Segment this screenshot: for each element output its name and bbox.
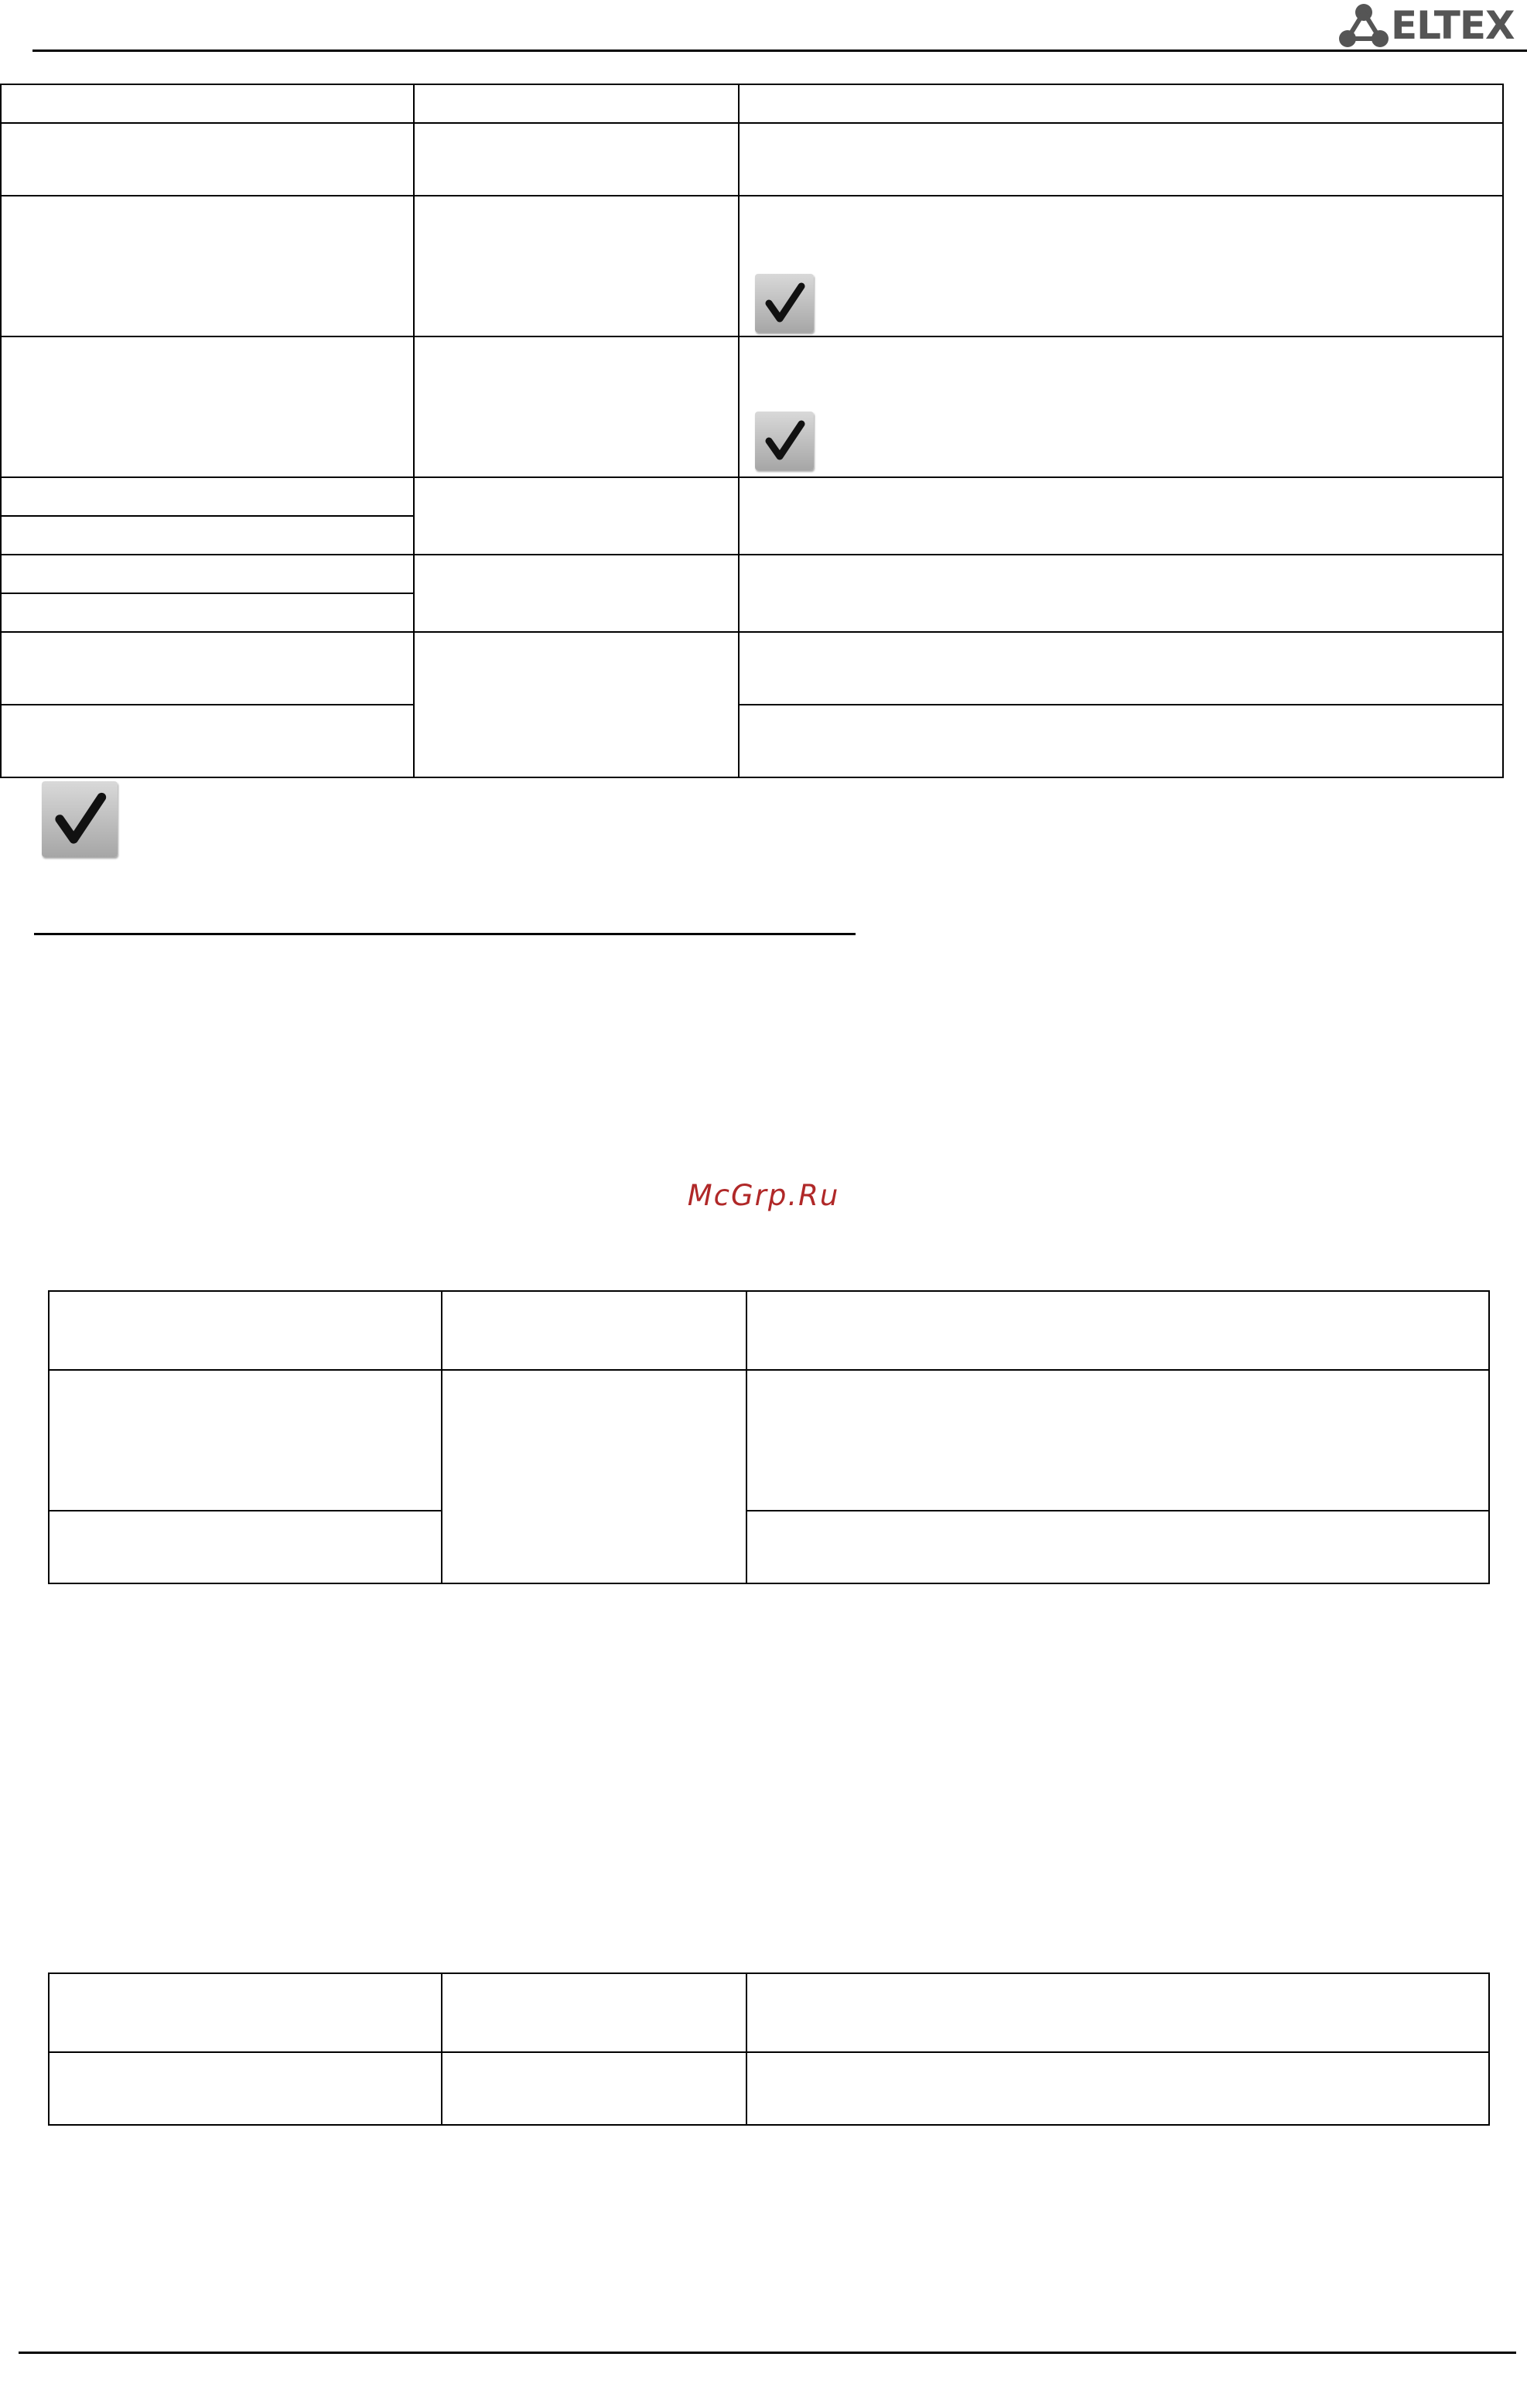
table-row — [738, 554, 1504, 633]
footer-rule — [19, 2352, 1516, 2354]
table-row — [738, 336, 1504, 478]
table-1-header-cell — [413, 84, 740, 124]
table-row — [0, 631, 415, 705]
table-row — [0, 554, 415, 594]
table-row — [0, 195, 415, 337]
table-row — [0, 515, 415, 555]
checkmark-note-icon — [755, 274, 814, 333]
table-row — [0, 593, 415, 633]
table-row — [746, 1510, 1490, 1584]
table-row — [746, 2051, 1490, 2126]
eltex-logo-icon — [1337, 2, 1391, 50]
watermark: McGrp.Ru — [687, 1179, 840, 1212]
table-1-header-cell — [0, 84, 415, 124]
table-2-header-cell — [746, 1290, 1490, 1371]
table-row — [48, 1510, 442, 1584]
table-row — [48, 1369, 442, 1511]
table-row — [413, 476, 740, 555]
table-2-header-cell — [441, 1290, 747, 1371]
table-1-header-cell — [738, 84, 1504, 124]
logo-text: ELTEX — [1391, 3, 1515, 48]
table-row — [0, 704, 415, 778]
checkmark-note-icon — [42, 781, 118, 857]
table-row — [441, 2051, 747, 2126]
table-row — [413, 122, 740, 196]
table-row — [746, 1369, 1490, 1511]
table-row — [738, 122, 1504, 196]
table-row — [0, 336, 415, 478]
table-row — [738, 631, 1504, 705]
table-2-header-cell — [48, 1290, 442, 1371]
table-row — [738, 476, 1504, 555]
table-row — [738, 195, 1504, 337]
table-row — [413, 554, 740, 633]
header-logo — [1337, 2, 1515, 50]
table-row — [0, 476, 415, 517]
table-row — [413, 336, 740, 478]
table-row — [441, 1369, 747, 1584]
table-3-header-cell — [441, 1973, 747, 2053]
table-row — [0, 122, 415, 196]
table-row — [413, 631, 740, 778]
header-rule — [32, 50, 1527, 52]
table-row — [738, 704, 1504, 778]
checkmark-note-icon — [755, 412, 814, 470]
table-row — [48, 2051, 442, 2126]
table-3-header-cell — [746, 1973, 1490, 2053]
section-heading-underline — [34, 933, 856, 935]
table-3-header-cell — [48, 1973, 442, 2053]
table-row — [413, 195, 740, 337]
